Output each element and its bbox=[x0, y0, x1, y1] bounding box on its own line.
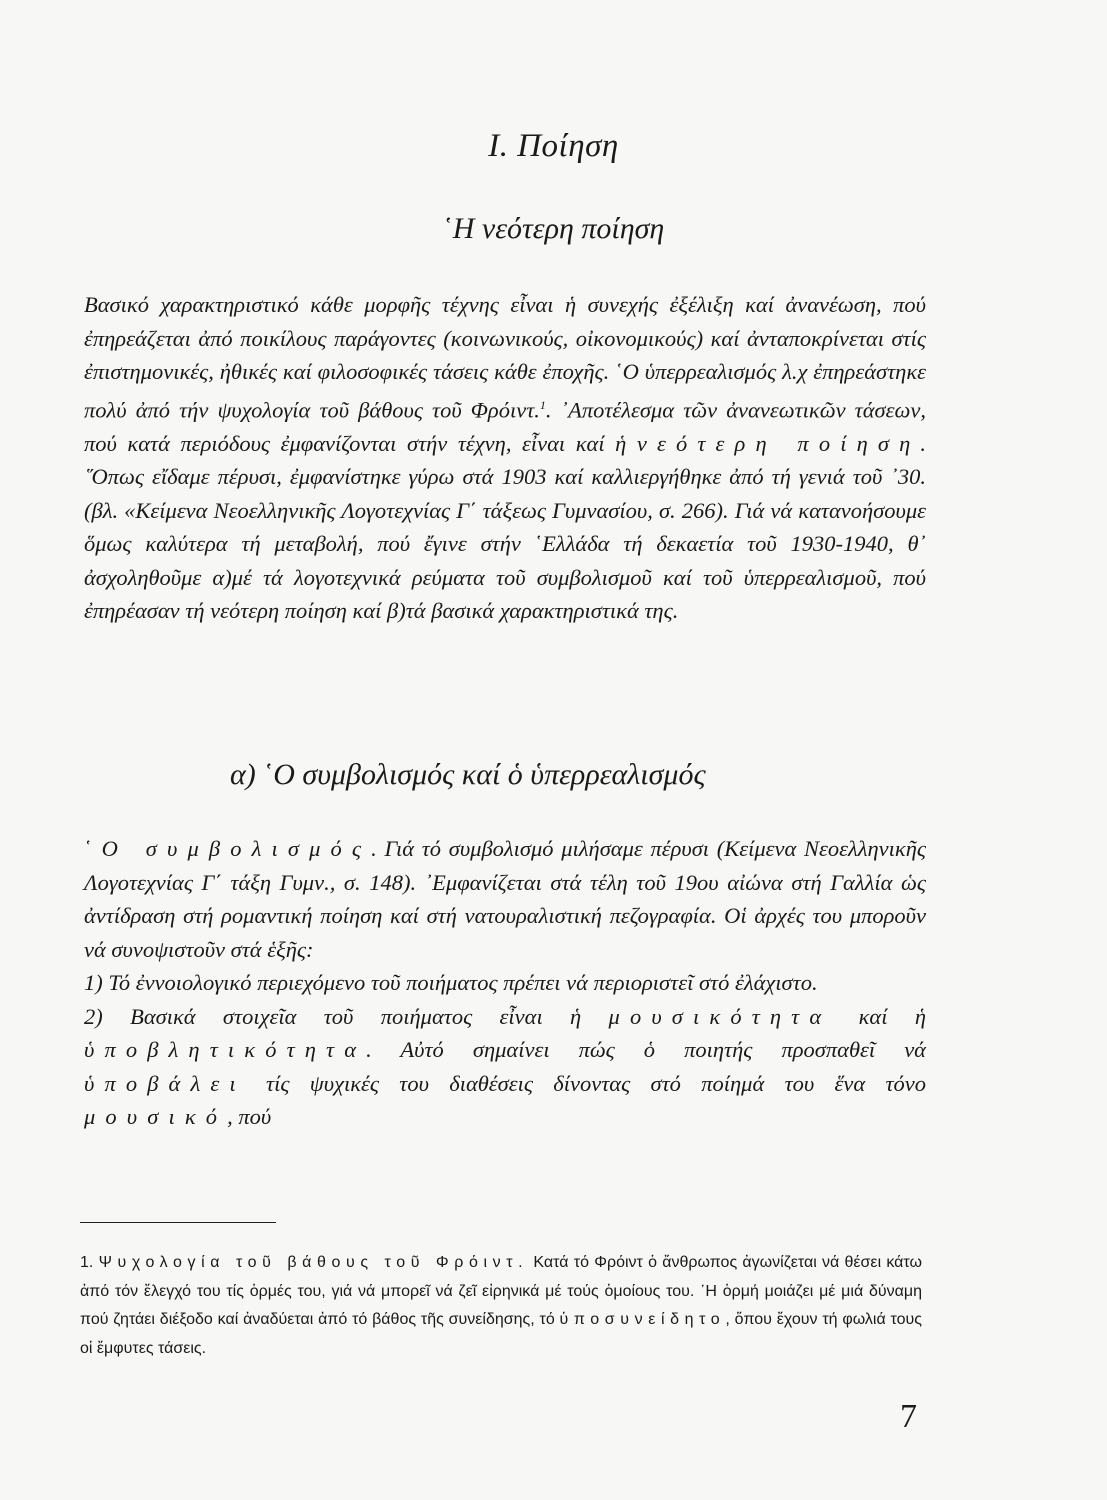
footnote-term-subconscious: ὑποσυνείδητο bbox=[559, 1311, 726, 1328]
chapter-title: Ι. Ποίηση bbox=[488, 128, 619, 164]
item-2-text-e: , πού bbox=[227, 1104, 272, 1129]
footnote-term: Ψυχολογία τοῦ βάθους τοῦ Φρόιντ. bbox=[98, 1254, 529, 1271]
symbolism-text-1: . Γιά τό συμβολισμό μιλήσαμε πέρυσι (Κείμενα Νεοελληνικῆς Λογοτεχνίας Γ΄ τάξη Γυμν., σ. 148). ᾿Εμφανίζεται στά τέλη τοῦ 19ου αἰώνα στή Γαλλία ὡς ἀντίδραση στή ρομαντική ποίηση καί στή νατουραλιστική πεζογραφία. Οἱ ἀρχές του μποροῦν νά συνοψιστοῦν στά ἑξῆς: bbox=[84, 836, 926, 962]
item-2-text-b: καί ἡ bbox=[831, 1003, 926, 1029]
principle-item-2 bbox=[84, 1000, 926, 1134]
emphasized-term-symbolism: ῾Ο συμβολισμός bbox=[84, 836, 372, 861]
emphasized-term-suggestiveness: ὑποβλητικότητα bbox=[84, 1037, 367, 1062]
footnote bbox=[80, 1249, 922, 1363]
symbolism-paragraph bbox=[84, 832, 926, 1134]
item-2-text-d: τίς ψυχικές του διαθέσεις δίνοντας στό ποίημά του ἕνα τόνο bbox=[245, 1070, 926, 1096]
intro-paragraph bbox=[84, 288, 926, 628]
footnote-divider bbox=[80, 1222, 276, 1223]
section-title: ῾Η νεότερη ποίηση bbox=[442, 212, 665, 245]
symbolism-intro bbox=[84, 832, 926, 966]
item-2-text-c: . Αὐτό σημαίνει πώς ὁ ποιητής προσπαθεῖ νά bbox=[366, 1037, 926, 1062]
emphasized-term-musical: μουσικό bbox=[84, 1104, 228, 1129]
emphasized-term-suggest: ὑποβάλει bbox=[84, 1070, 246, 1096]
intro-text-1: Βασικό χαρακτηριστικό κάθε μορφῆς τέχνης εἶναι ἡ συνεχής ἐξέλιξη καί ἀνανέωση, πού ἐπηρεάζεται ἀπό ποικίλους παράγοντες (κοινωνικούς, οἰκονομικούς) καί ἀνταποκρίνεται στίς ἐπιστημονικές, ἠθικές καί φιλοσοφικές τάσεις κάθε ἐποχῆς. ῾Ο ὑπερρεαλισμός λ.χ ἐπηρεάστηκε πολύ ἀπό τήν ψυχολογία τοῦ βάθους τοῦ Φρόιντ. bbox=[84, 292, 926, 422]
footnote-text-2: , ὅπου ἔχουν τή φωλιά τους οἱ ἔμφυτες τάσεις. bbox=[80, 1311, 922, 1357]
footnote-number: 1. bbox=[80, 1254, 94, 1271]
subsection-title: α) ῾Ο συμβολισμός καί ὁ ὑπερρεαλισμός bbox=[230, 758, 706, 791]
page-number: 7 bbox=[900, 1398, 917, 1435]
intro-text-2: . ᾿Αποτέλεσμα τῶν ἀνανεωτικῶν τάσεων, πού κατά περιόδους ἐμφανίζονται στήν τέχνη, εἶναι καί ἡ bbox=[84, 397, 926, 456]
principle-item-1: 1) Τό ἐννοιολογικό περιεχόμενο τοῦ ποιήματος πρέπει νά περιοριστεῖ στό ἐλάχιστο. bbox=[84, 970, 818, 995]
emphasized-term-modern-poetry: νεότερη ποίηση bbox=[636, 430, 921, 456]
emphasized-term-musicality: μουσικότητα bbox=[608, 1003, 832, 1029]
footnote-text-1: Κατά τό Φρόιντ ὁ ἄνθρωπος ἀγωνίζεται νά θέσει κάτω ἀπό τόν ἔλεγχό του τίς ὁρμές του, γιά νά μπορεῖ νά ζεῖ εἰρηνικά μέ τούς ὁμοίους του. ῾Η ὁρμή μοιάζει μέ μιά δύναμη πού ζητάει διέξοδο καί ἀναδύεται ἀπό τό βάθος τῆς συνείδησης, τό bbox=[80, 1254, 922, 1328]
footnote-reference: 1 bbox=[539, 397, 546, 412]
intro-text-3: . ῞Οπως εἴδαμε πέρυσι, ἐμφανίστηκε γύρω στά 1903 καί καλλιεργήθηκε ἀπό τή γενιά τοῦ ᾿30. (βλ. «Κείμενα Νεοελληνικῆς Λογοτεχνίας Γ΄ τάξεως Γυμνασίου, σ. 266). Γιά νά κατανοήσουμε ὅμως καλύτερα τή μεταβολή, πού ἔγινε στήν ῾Ελλάδα τή δεκαετία τοῦ 1930-1940, θ᾿ ἀσχοληθοῦμε α)μέ τά λογοτεχνικά ρεύματα τοῦ συμβολισμοῦ καί τοῦ ὑπερρεαλισμοῦ, πού ἐπηρέασαν τή νεότερη ποίηση καί β)τά βασικά χαρακτηριστικά της. bbox=[84, 430, 926, 623]
item-2-text-a: 2) Βασικά στοιχεῖα τοῦ ποιήματος εἶναι ἡ bbox=[84, 1003, 609, 1029]
